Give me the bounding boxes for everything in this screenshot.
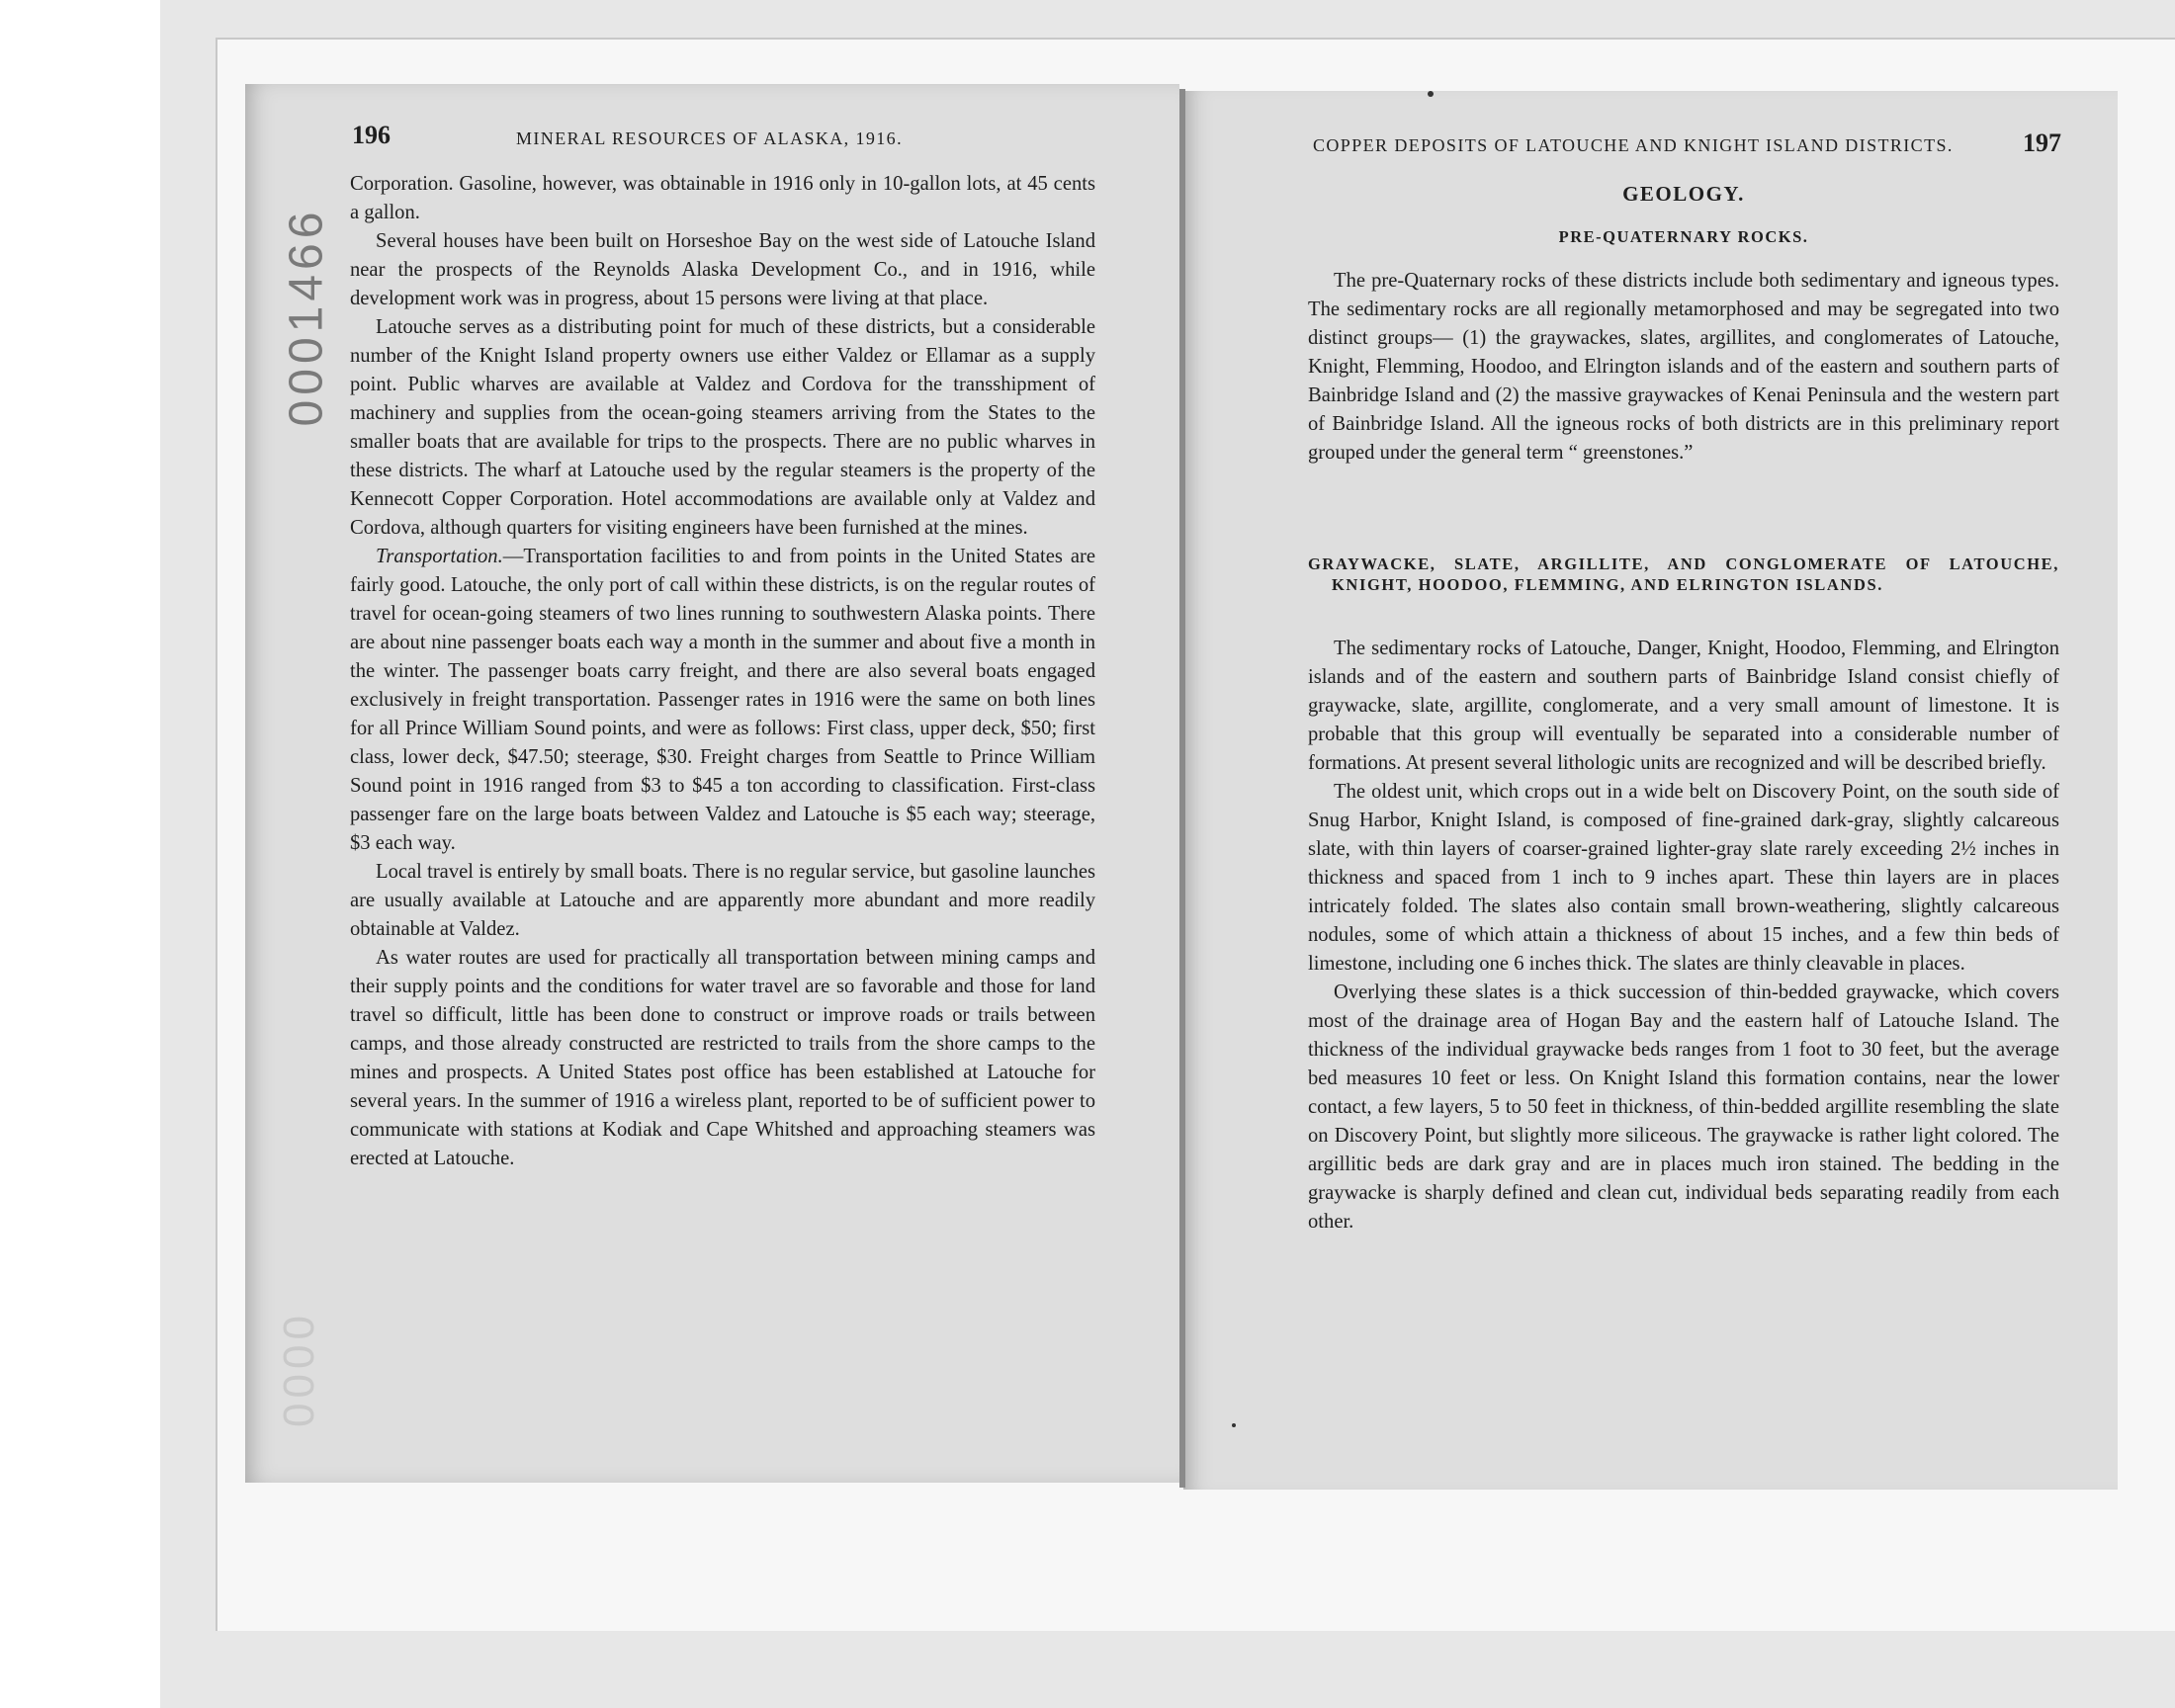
faint-stamp-bleed: 0000 [275,1311,324,1427]
scan-speck [1232,1423,1236,1427]
left-page-number: 196 [352,121,391,149]
left-page-body [350,170,1095,1173]
sub-heading: PRE-QUATERNARY ROCKS. [1558,227,1809,246]
right-running-head: COPPER DEPOSITS OF LATOUCHE AND KNIGHT ISLAND DISTRICTS. [1313,135,1954,155]
scan-speck [1428,91,1434,97]
paragraph: The pre-Quaternary rocks of these districts include both sedimentary and igneous types. The sedimentary rocks are all regionally metamorphosed and may be segregated into two distinct groups— (1) the graywackes, slates, argillites, and conglomerates of Latouche, Knight, Flemming, Hoodoo, and Elrington islands and of the eastern and southern parts of Bainbridge Island and (2) the massive graywackes of Kenai Peninsula and the western part of Bainbridge Island. All the igneous rocks of both districts are in this preliminary report grouped under the general term “ greenstones.” [1308,270,2059,464]
paragraph: As water routes are used for practically all transportation between mining camps and their supply points and the conditions for water travel are so favorable and those for land travel so difficult, little has been done to construct or improve roads or trails between camps, and those already constructed are restricted to trails from the shore camps to the mines and prospects. A United States post office has been established at Latouche for several years. In the summer of 1916 a wireless plant, reported to be of sufficient power to communicate with stations at Kodiak and Cape Whitshed and approaching steamers was erected at Latouche. [350,947,1095,1169]
paragraph: Latouche serves as a distributing point for much of these districts, but a considerable number of the Knight Island property owners use either Valdez or Ellamar as a supply point. Public wharves are available at Valdez and Cordova for the transshipment of machinery and supplies from the ocean-going steamers arriving from the States to the smaller boats that are available for trips to the prospects. There are no public wharves in these districts. The wharf at Latouche used by the regular steamers is the property of the Kennecott Copper Corporation. Hotel accommodations are available only at Valdez and Cordova, although quarters for visiting engineers have been furnished at the mines. [350,316,1095,539]
left-running-head: MINERAL RESOURCES OF ALASKA, 1916. [516,128,903,148]
paragraph: The oldest unit, which crops out in a wide belt on Discovery Point, on the south side of Snug Harbor, Knight Island, is composed of fine-grained dark-gray, slightly calcareous slate, with thin layers of coarser-grained lighter-gray slate rarely exceeding 2½ inches in thickness and spaced from 1 inch to 9 inches apart. These thin layers are in places intricately folded. The slates also contain small brown-weathering, slightly calcareous nodules, some of which attain a thickness of about 15 inches, and a few thin beds of limestone, including one 6 inches thick. The slates are thinly cleavable in places. [1308,781,2059,975]
unit-heading: GRAYWACKE, SLATE, ARGILLITE, AND CONGLOMERATE OF LATOUCHE, KNIGHT, HOODOO, FLEMMING, AND ELRINGTON ISLANDS. [1308,555,2059,594]
paragraph: The sedimentary rocks of Latouche, Danger, Knight, Hoodoo, Flemming, and Elrington islands and of the eastern and southern parts of Bainbridge Island consist chiefly of graywacke, slate, argillite, conglomerate, and a very small amount of limestone. It is probable that this group will eventually be separated into a considerable number of formations. At present several lithologic units are recognized and will be described briefly. [1308,638,2059,774]
transportation-label: Transportation. [376,546,503,567]
archive-stamp: 0001466 [280,207,333,426]
book-gutter [1179,89,1185,1488]
right-page-number: 197 [2023,128,2061,157]
section-heading: GEOLOGY. [1622,182,1745,206]
paragraph: Several houses have been built on Horseshoe Bay on the west side of Latouche Island near the prospects of the Reynolds Alaska Development Co., and in 1916, while development work was in progress, about 15 persons were living at that place. [350,230,1095,309]
transportation-text: —Transportation facilities to and from points in the United States are fairly good. Latouche, the only port of call within these districts, is on the regular routes of travel for ocean-going steamers of two lines running to southwestern Alaska points. There are about nine passenger boats each way a month in the summer and about five a month in the winter. The passenger boats carry freight, and there are also several boats engaged exclusively in freight transportation. Passenger rates in 1916 were the same on both lines for all Prince William Sound points, and were as follows: First class, upper deck, $50; first class, lower deck, $47.50; steerage, $30. Freight charges from Seattle to Prince William Sound point in 1916 ranged from $3 to $45 a ton according to classification. First-class passenger fare on the large boats between Valdez and Latouche is $5 each way; steerage, $3 each way. [350,546,1095,854]
transportation-paragraph [350,543,1095,858]
paragraph: Corporation. Gasoline, however, was obtainable in 1916 only in 10-gallon lots, at 45 cents a gallon. [350,173,1095,223]
right-page-body [1308,635,2059,1237]
right-page-intro [1308,267,2059,468]
paragraph: Overlying these slates is a thick succession of thin-bedded graywacke, which covers most of the drainage area of Hogan Bay and the eastern half of Latouche Island. The thickness of the individual graywacke beds ranges from 1 foot to 30 feet, but the average bed measures 10 feet or less. On Knight Island this formation contains, near the lower contact, a few layers, 5 to 50 feet in thickness, of thin-bedded argillite resembling the slate on Discovery Point, but slightly more siliceous. The graywacke is rather light colored. The argillitic beds are dark gray and are in places much iron stained. The bedding in the graywacke is sharply defined and clean cut, individual beds separating readily from each other. [1308,982,2059,1233]
white-margin [0,0,160,1708]
paragraph: Local travel is entirely by small boats. There is no regular service, but gasoline launches are usually available at Latouche and are apparently more abundant and more readily obtainable at Valdez. [350,861,1095,940]
